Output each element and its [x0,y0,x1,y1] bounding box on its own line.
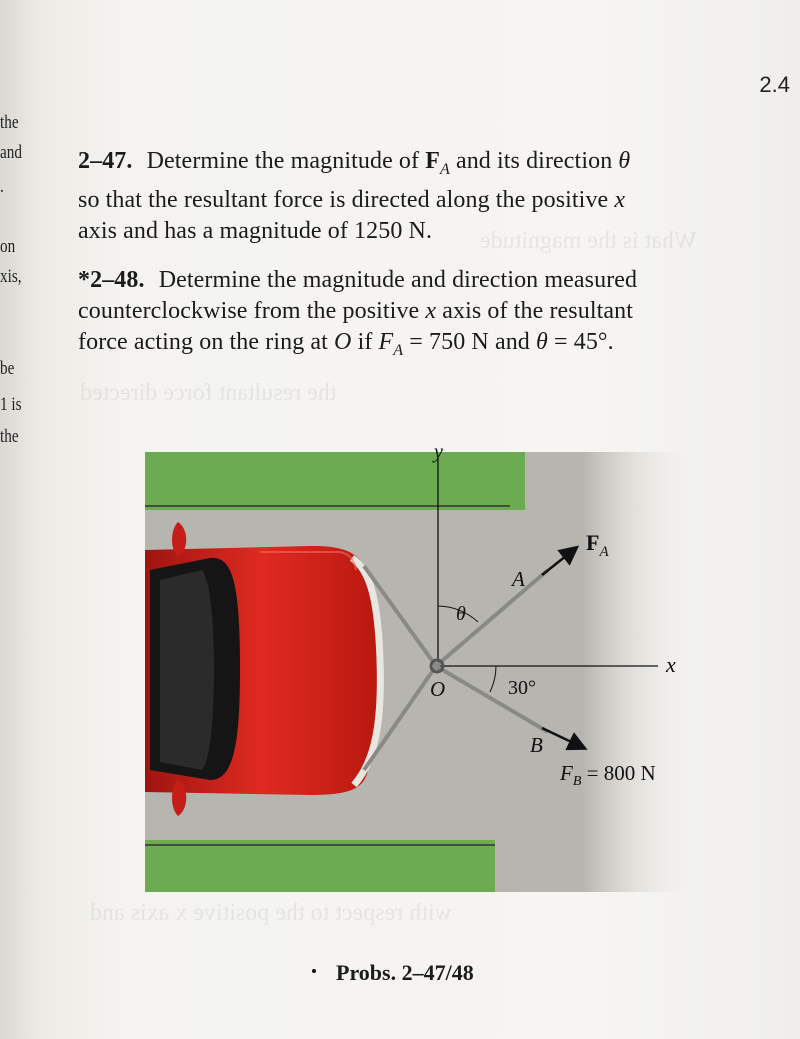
problem-text: so that the resultant force is directed along the positive x [78,186,626,213]
margin-fragment: . [0,176,4,197]
margin-fragment: and [0,142,22,163]
label-A: A [512,567,525,591]
problem-number: *2–48. [78,267,145,293]
problem-text: Determine the magnitude of $F_A$ and its direction θ [146,148,631,178]
car [145,522,380,816]
page-number: 2.4 [759,72,790,97]
margin-fragment: be [0,358,15,379]
label-FA: $F_A$ [586,530,609,560]
problem-text: Determine the magnitude and direction measured [158,267,638,293]
problem-line [78,146,758,185]
problem-text: counterclockwise from the positive x axis of the resultant [78,298,633,324]
grass-top [145,452,525,510]
caption-bullet [312,969,316,973]
label-B: B [530,733,543,757]
force-diagram-figure [140,440,780,915]
problem-line [78,265,758,296]
margin-fragment: the [0,112,19,133]
label-FB: $F_B = 800$ N [560,761,656,789]
margin-fragment: xis, [0,266,22,287]
margin-fragment: on [0,236,16,257]
problem-text: force acting on the ring at O if $F_A = 750$ N and θ = 45°. [78,329,614,359]
label-theta: θ [456,603,466,625]
label-angle-30: 30° [508,677,536,699]
problem-number: 2–47. [78,148,133,174]
show-through-text: with respect to the positive x axis and [90,900,452,926]
margin-fragment: the [0,426,19,447]
problem-2-48 [78,265,758,366]
figure-caption: Probs. 2–47/48 [336,960,474,985]
force-diagram [140,440,780,910]
show-through-text: What is the magnitude [480,228,697,254]
label-O: O [430,677,446,701]
label-x: x [666,652,676,677]
problem-text: axis and has a magnitude of 1250 N. [78,217,433,244]
pavement-fade [440,452,700,892]
label-y: y [434,441,443,463]
show-through-text: the resultant force directed [80,380,337,406]
margin-fragment: 1 is [0,394,22,415]
problem-2-47 [78,146,758,247]
grass-bottom [145,840,495,892]
